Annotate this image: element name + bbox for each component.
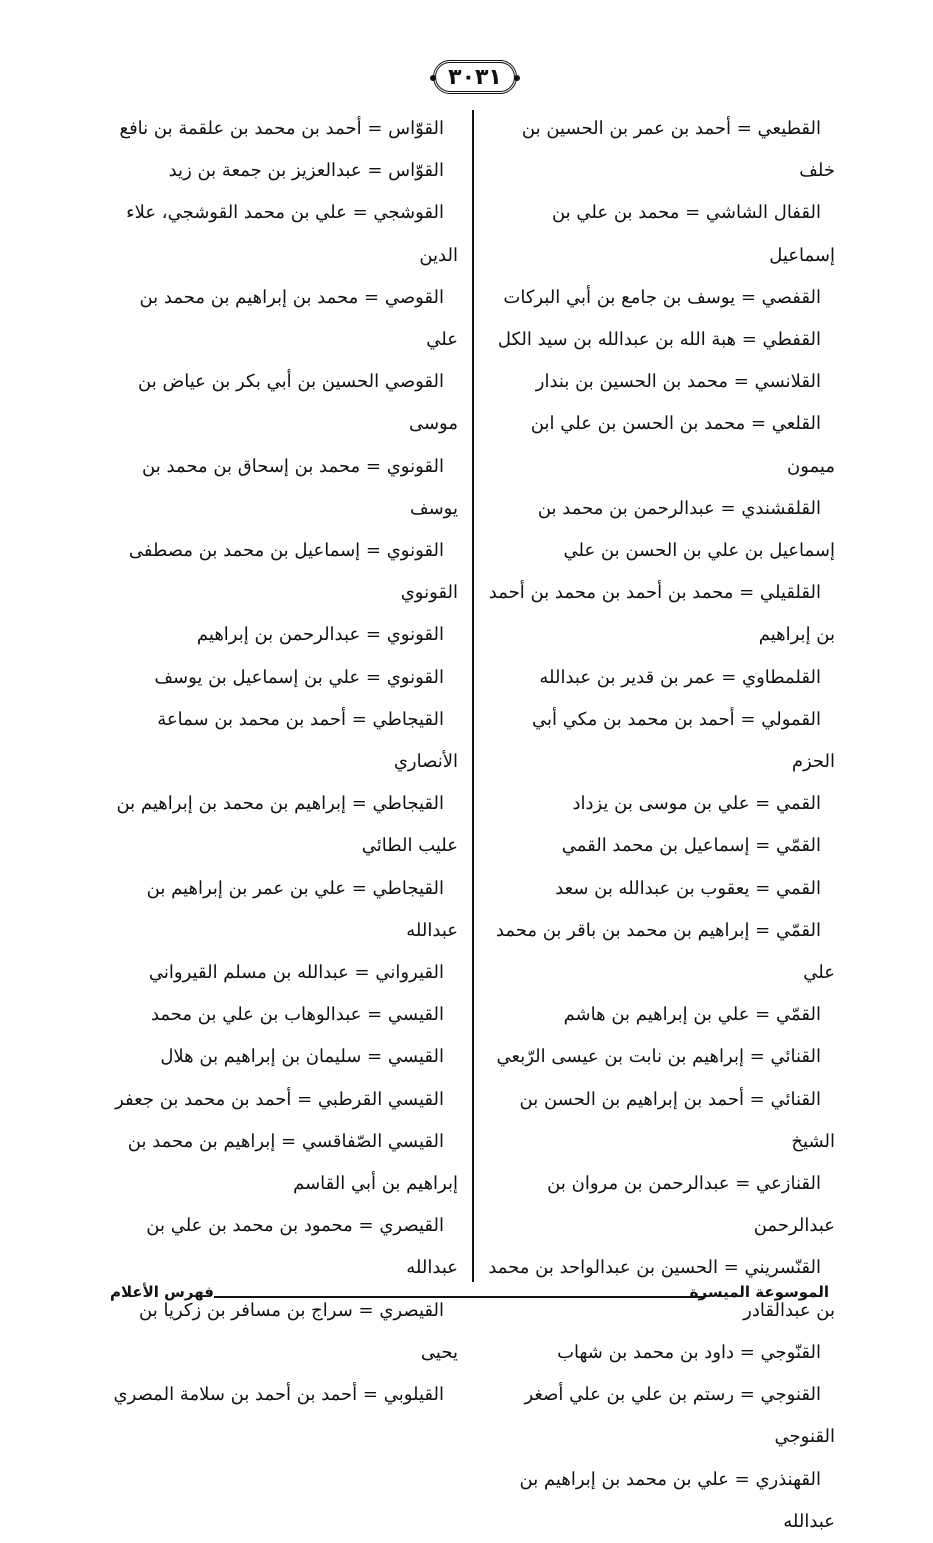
index-entry: القطيعي = أحمد بن عمر بن الحسين بن خلف: [521, 118, 835, 182]
footer-rule: [214, 1296, 704, 1298]
index-entry: القنّسريني = الحسين بن عبدالواحد بن محمد بن عبدالقادر: [488, 1257, 835, 1321]
index-entry: القمّي = إسماعيل بن محمد القمي: [561, 835, 821, 857]
index-entry: القفصي = يوسف بن جامع بن أبي البركات: [503, 286, 821, 308]
index-entry: القيسي = سليمان بن إبراهيم بن هلال: [160, 1046, 444, 1068]
index-entry: القلمطاوي = عمر بن قدير بن عبدالله: [539, 666, 821, 688]
column-divider: [472, 110, 474, 1282]
index-entry: القيسي الصّفاقسي = إبراهيم بن محمد بن إبراهيم بن أبي القاسم: [127, 1130, 458, 1195]
badge-dot-right: [514, 75, 520, 81]
index-entry: القيجاطي = إبراهيم بن محمد بن إبراهيم بن عليب الطائي: [116, 793, 458, 857]
index-entry: القفطي = هبة الله بن عبدالله بن سيد الكل: [497, 329, 821, 351]
index-entry: القنائي = إبراهيم بن نابت بن عيسى الرّبعي: [496, 1046, 821, 1068]
index-entry: القيلوبي = أحمد بن أحمد بن سلامة المصري: [113, 1384, 444, 1406]
index-entry: القوّاس = عبدالعزيز بن جمعة بن زيد: [168, 160, 444, 182]
index-entry: القيجاطي = أحمد بن محمد بن سماعة الأنصاري: [157, 708, 458, 773]
index-entry: القمولي = أحمد بن محمد بن مكي أبي الحزم: [531, 708, 835, 773]
index-entry: القلانسي = محمد بن الحسين بن بندار: [535, 371, 821, 393]
index-entry: القهنذري = علي بن محمد بن إبراهيم بن عبدالله: [519, 1468, 835, 1532]
index-entry: القيسي = عبدالوهاب بن علي بن محمد: [150, 1004, 444, 1026]
index-entry: القفال الشاشي = محمد بن علي بن إسماعيل: [551, 202, 835, 266]
index-entry: القنازعي = عبدالرحمن بن مروان بن عبدالرحمن: [547, 1173, 835, 1237]
page-number-badge: [433, 60, 517, 94]
index-entry: القوصي = محمد بن إبراهيم بن محمد بن علي: [139, 286, 458, 351]
index-entry: القنّوجي = داود بن محمد بن شهاب: [557, 1341, 821, 1363]
index-entry: القوّاس = أحمد بن محمد بن علقمة بن نافع: [119, 118, 444, 139]
index-entry: القونوي = عبدالرحمن بن إبراهيم: [196, 624, 444, 646]
index-entry: القيجاطي = علي بن عمر بن إبراهيم بن عبدالله: [146, 877, 458, 941]
index-entry: القمّي = إبراهيم بن محمد بن باقر بن محمد علي: [495, 919, 835, 984]
index-entry: القمي = علي بن موسى بن يزداد: [572, 793, 821, 815]
right-column: [485, 108, 835, 1543]
index-entry: القوشجي = علي بن محمد القوشجي، علاء الدين: [126, 202, 458, 266]
badge-dot-left: [430, 75, 436, 81]
index-entry: القونوي = إسماعيل بن محمد بن مصطفى القونوي: [128, 540, 458, 604]
page-number: ٣٠٣١: [448, 64, 502, 90]
index-entry: القيسي القرطبي = أحمد بن محمد بن جعفر: [115, 1088, 444, 1110]
index-entry: القوصي الحسين بن أبي بكر بن عياض بن موسى: [138, 371, 458, 435]
index-entry: القلعي = محمد بن الحسن بن علي ابن ميمون: [530, 413, 835, 477]
index-entry: القلقشندي = عبدالرحمن بن محمد بن إسماعيل بن علي بن الحسن بن علي: [537, 497, 835, 562]
index-entry: القنوجي = رستم بن علي بن علي أصغر القنوجي: [524, 1384, 835, 1448]
footer-book-title: الموسوعة الميسرة: [689, 1283, 829, 1301]
index-entry: القيصري = محمود بن محمد بن علي بن عبدالله: [146, 1215, 458, 1279]
index-entry: القونوي = محمد بن إسحاق بن محمد بن يوسف: [142, 455, 458, 519]
index-entry: القمّي = علي بن إبراهيم بن هاشم: [563, 1004, 821, 1026]
index-entry: القلقيلي = محمد بن أحمد بن محمد بن أحمد بن إبراهيم: [488, 582, 835, 646]
index-entry: القمي = يعقوب بن عبدالله بن سعد: [555, 877, 821, 899]
index-entry: القيصري = سراج بن مسافر بن زكريا بن يحيى: [139, 1299, 458, 1363]
index-entry: القونوي = علي بن إسماعيل بن يوسف: [154, 666, 444, 688]
footer-section-title: فهرس الأعلام: [110, 1283, 214, 1301]
index-entry: القنائي = أحمد بن إبراهيم بن الحسن بن الشيخ: [519, 1088, 835, 1152]
index-entry: القيرواني = عبدالله بن مسلم القيرواني: [148, 962, 444, 984]
left-column: [108, 108, 458, 1416]
